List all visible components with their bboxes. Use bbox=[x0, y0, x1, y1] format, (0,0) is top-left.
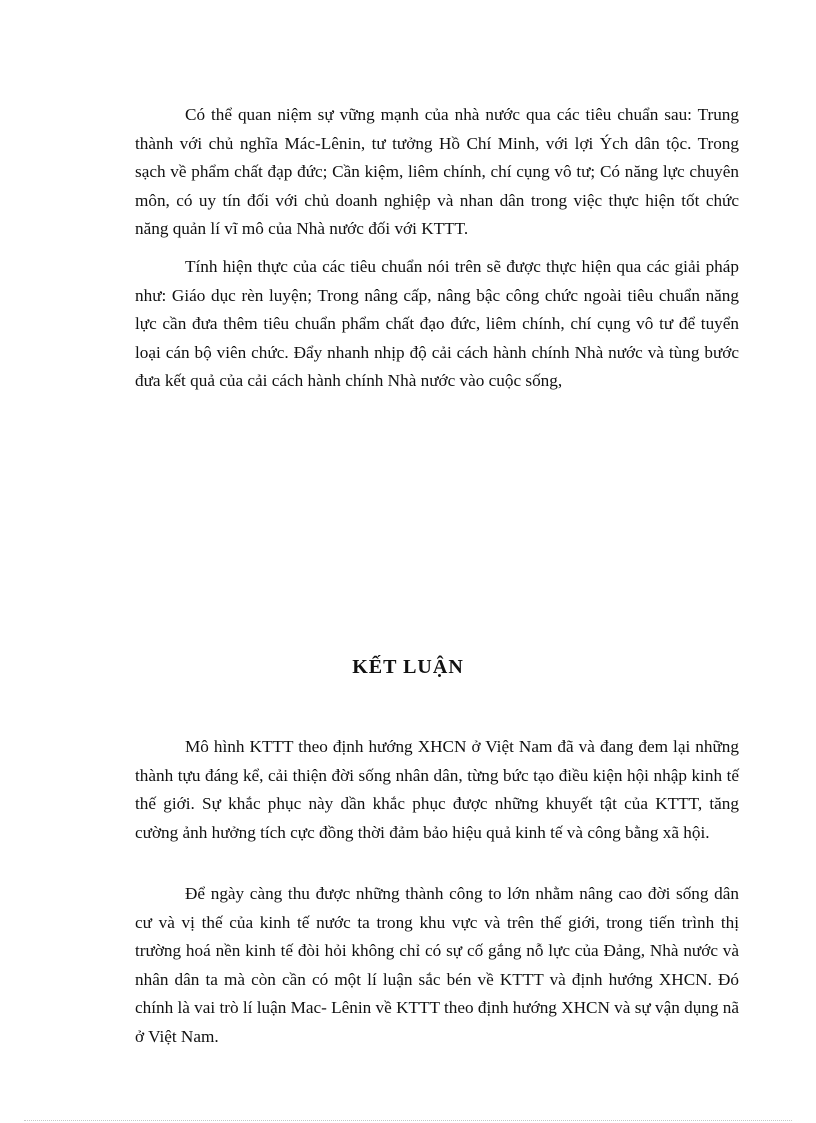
paragraph-conclusion-achievements: Mô hình KTTT theo định hướng XHCN ở Việt Nam đã và đang đem lại những thành tựu đáng kể, cải thiện đời sống nhân dân, từng bức tạo điều kiện hội nhập kinh tế thế giới. Sự khắc phục này dần khắc phục được những khuyết tật của KTTT, tăng cường ảnh hưởng tích cực đồng thời đảm bảo hiệu quả kinh tế và công bằng xã hội. bbox=[135, 737, 739, 842]
paragraph-conclusion-theory-role: Để ngày càng thu được những thành công to lớn nhằm nâng cao đời sống dân cư và vị thế của kinh tế nước ta trong khu vực và trên thế giới, trong tiến trình thị trường hoá nền kinh tế đòi hỏi không chỉ có sự cố gắng nỗ lực của Đảng, Nhà nước và nhân dân ta mà còn cần có một lí luận sắc bén về KTTT và định hướng XHCN. Đó chính là vai trò lí luận Mac- Lênin về KTTT theo định hướng XHCN và sự vận dụng nã ở Việt Nam. bbox=[135, 884, 740, 1046]
conclusion-heading: KẾT LUẬN bbox=[352, 656, 464, 678]
paragraph-state-criteria: Có thể quan niệm sự vững mạnh của nhà nước qua các tiêu chuẩn sau: Trung thành với chủ nghĩa Mác-Lênin, tư tưởng Hồ Chí Minh, với lợi Ých dân tộc. Trong sạch về phẩm chất đạp đức; Cần kiệm, liêm chính, chí cụng vô tư; Có năng lực chuyên môn, có uy tín đối với chủ doanh nghiệp và nhan dân trong việc thực hiện tốt chức năng quản lí vĩ mô của Nhà nước đối với KTTT. bbox=[135, 105, 739, 238]
page-bottom-divider bbox=[24, 1120, 792, 1121]
paragraph-implementation-solutions: Tính hiện thực của các tiêu chuẩn nói trên sẽ được thực hiện qua các giải pháp như: Giáo dục rèn luyện; Trong nâng cấp, nâng bậc công chức ngoài tiêu chuẩn năng lực cần đưa thêm tiêu chuẩn phẩm chất đạo đức, liêm chính, chí cụng vô tư để tuyển loại cán bộ viên chức. Đẩy nhanh nhịp độ cải cách hành chính Nhà nước và tùng bước đưa kết quả của cải cách hành chính Nhà nước vào cuộc sống, bbox=[135, 257, 739, 390]
